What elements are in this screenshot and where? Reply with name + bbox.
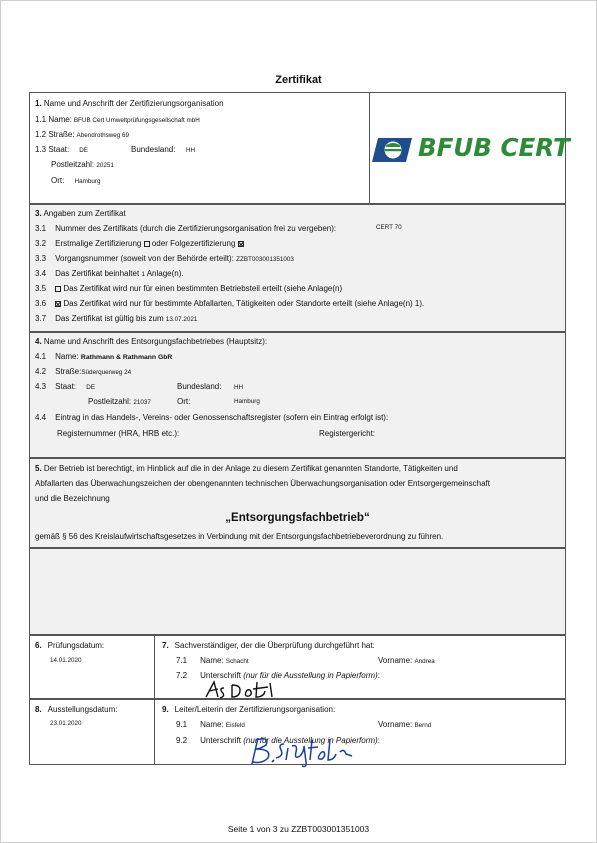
register-court-label: Registergericht:	[319, 429, 376, 438]
director-signature	[248, 734, 358, 768]
org-ort-row: Ort: Hamburg	[51, 176, 101, 185]
company-bundesland-label: Bundesland:	[177, 382, 222, 391]
org-state-row: 1.3 Staat: DE	[35, 145, 88, 154]
section-7-heading: 7. Sachverständiger, der die Überprüfung durchgeführt hat:	[162, 641, 375, 650]
section-8-9-divider	[154, 699, 155, 765]
company-state-row: 4.3 Staat: DE	[35, 382, 96, 391]
section-5-line-2: Abfallarten das Überwachungszeichen der obengenannten technischen Überwachungsorganisation oder Entsorgergemeinschaft	[35, 479, 490, 488]
cert-number-value: CERT 70	[376, 224, 402, 231]
logo-globe-icon	[372, 137, 412, 163]
attachments-count-row: 3.4 Das Zertifikat beinhaltet 1 Anlage(n).	[35, 269, 184, 278]
expert-firstname-row: Vorname: Andrea	[378, 656, 435, 665]
waste-types-row: 3.6 Das Zertifikat wird nur für bestimmte Abfallarten, Tätigkeiten oder Standorte erteilt (siehe Anlage(n) 1).	[35, 299, 425, 308]
section-6-heading: 6. Prüfungsdatum:	[35, 641, 105, 650]
designation-title: „Entsorgungsfachbetrieb“	[225, 512, 370, 524]
director-firstname-row: Vorname: Bernd	[378, 720, 432, 729]
register-entry-row: 4.4 Eintrag in das Handels-, Vereins- oder Genossenschaftsregister (sofern ein Eintrag erfolgt ist):	[35, 413, 389, 422]
issue-date-value: 23.01.2020	[50, 720, 82, 727]
bfub-logo	[372, 133, 570, 164]
section-6-7-divider	[154, 635, 155, 699]
register-number-label: Registernummer (HRA, HRB etc.):	[57, 429, 180, 438]
operating-unit-row: 3.5 Das Zertifikat wird nur für einen bestimmten Betriebsteil erteilt (siehe Anlage(n)	[35, 284, 343, 293]
section-5-line-4: gemäß § 56 des Kreislaufwirtschaftsgesetzes in Verbindung mit der Entsorgungsfachbetriebeverordnung zu führen.	[35, 532, 444, 541]
inspection-date-value: 14.01.2020	[50, 657, 82, 664]
page-footer: Seite 1 von 3 zu ZZBT003001351003	[227, 824, 370, 834]
blank-area	[29, 548, 566, 635]
section-8-heading: 8. Ausstellungsdatum:	[35, 705, 118, 714]
section-1-divider	[369, 92, 370, 204]
company-bundesland-value: HH	[234, 384, 244, 391]
validity-row: 3.7 Das Zertifikat ist gültig bis zum 13.07.2021	[35, 314, 198, 323]
cert-number-row: 3.1 Nummer des Zertifikats (durch die Zertifizierungsorganisation frei zu vergeben):	[35, 224, 337, 233]
waste-types-checkbox[interactable]	[55, 301, 61, 307]
expert-name-row: 7.1 Name: Schacht	[176, 656, 249, 665]
section-9-heading: 9. Leiter/Leiterin der Zertifizierungsorganisation:	[162, 705, 336, 714]
first-certification-row: 3.2 Erstmalige Zertifizierung oder Folgezertifizierung	[35, 239, 244, 248]
org-plz-row: Postleitzahl: 20251	[51, 160, 114, 169]
section-5-line-1: 5. Der Betrieb ist berechtigt, im Hinblick auf die in der Anlage zu diesem Zertifikat genannten Standorte, Tätigkeiten und	[35, 464, 458, 473]
org-street-row: 1.2 Straße: Abendrothsweg 69	[35, 130, 130, 139]
section-4-heading: 4. Name und Anschrift des Entsorgungsfachbetriebes (Hauptsitz):	[35, 337, 268, 346]
follow-up-certification-checkbox[interactable]	[238, 241, 244, 247]
document-title: Zertifikat	[275, 74, 322, 86]
org-bundesland-label: Bundesland:	[131, 145, 176, 154]
org-name-row: 1.1 Name: BFUB Cert Umweltprüfungsgesellschaft mbH	[35, 115, 200, 124]
section-3-heading: 3. Angaben zum Zertifikat	[35, 209, 126, 218]
org-bundesland-value: HH	[186, 147, 196, 154]
first-certification-checkbox[interactable]	[144, 241, 150, 247]
operating-unit-checkbox[interactable]	[55, 286, 61, 292]
expert-signature	[202, 679, 292, 701]
director-name-row: 9.1 Name: Eisfeld	[176, 720, 245, 729]
company-ort-value: Hamburg	[234, 398, 260, 405]
company-name-row: 4.1 Name: Rathmann & Rathmann GbR	[35, 352, 173, 361]
company-ort-label: Ort:	[177, 397, 191, 406]
section-4-box	[29, 332, 566, 458]
expert-signature-row: 7.2 Unterschrift (nur für die Ausstellung in Papierform):	[176, 671, 380, 680]
company-street-row: 4.2 Straße:Süderquerweg 24	[35, 367, 132, 376]
logo-text: BFUB CERT	[418, 133, 570, 162]
section-1-heading: 1. Name und Anschrift der Zertifizierungsorganisation	[35, 99, 224, 108]
director-signature-row: 9.2 Unterschrift (nur für die Ausstellung in Papierform):	[176, 736, 380, 745]
section-5-line-3: und die Bezeichnung	[35, 494, 110, 503]
company-plz-row: Postleitzahl: 21037	[88, 397, 151, 406]
procedure-number-row: 3.3 Vorgangsnummer (soweit von der Behörde erteilt): ZZBT003001351003	[35, 254, 294, 263]
